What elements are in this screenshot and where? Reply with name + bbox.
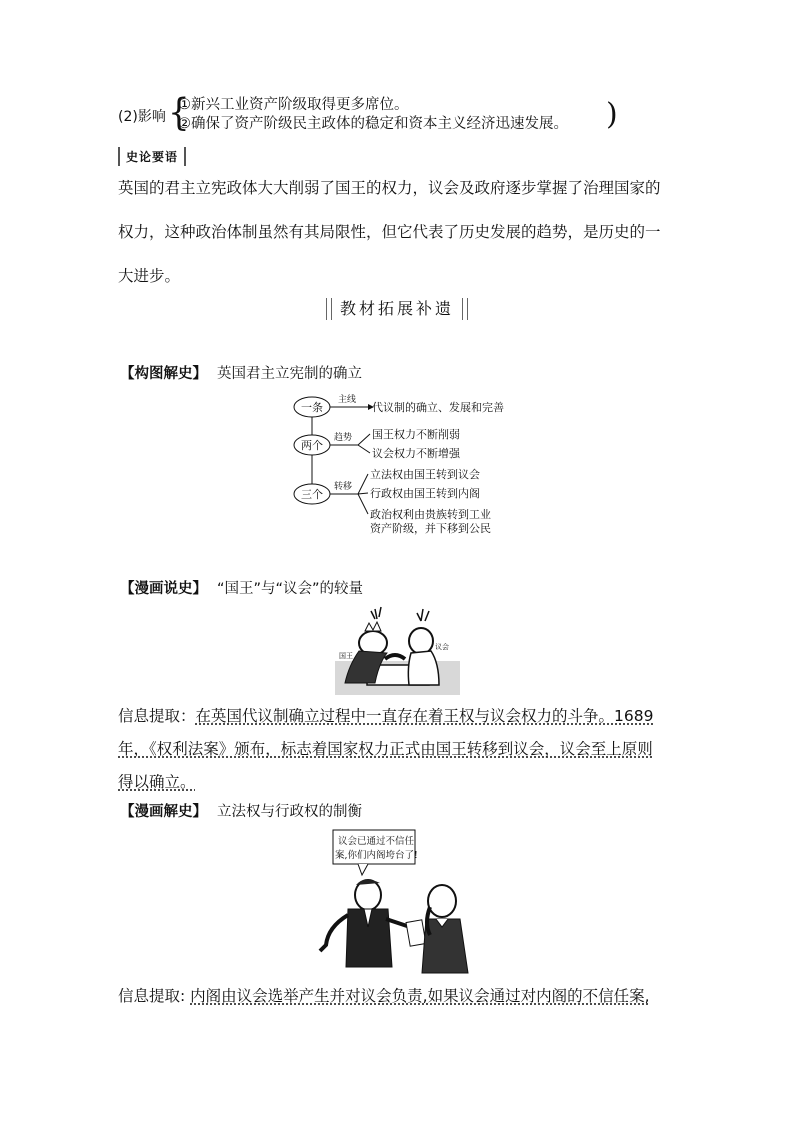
section-title: 教材拓展补遗 <box>332 298 462 320</box>
right-paren: ) <box>606 97 618 132</box>
cartoon-label-king: 国王 <box>339 652 353 660</box>
info-line-1: 在英国代议制确立过程中一直存在着王权与议会权力的斗争。1689 <box>195 707 654 725</box>
parliament-figure-head <box>409 628 433 654</box>
stress-marks-icon <box>371 607 381 619</box>
stress-marks-icon <box>417 609 429 621</box>
structure-diagram <box>292 392 522 537</box>
diagram-node-2-label: 两个 <box>301 439 323 452</box>
diagram-item-1: 代议制的确立、发展和完善 <box>372 401 504 414</box>
paragraph-line: 权力，这种政治体制虽然有其局限性，但它代表了历史发展的趋势，是历史的一 <box>118 223 661 241</box>
info-line <box>118 700 698 733</box>
influence-point-2 <box>178 115 568 133</box>
diagram-node-1-label: 一条 <box>301 401 323 414</box>
speech-bubble-tail <box>358 864 368 875</box>
document-icon <box>406 920 426 946</box>
manhua2-tag: 【漫画解史】 <box>120 804 207 820</box>
diagram-edge-2-label: 趋势 <box>334 433 353 443</box>
info-line-2: 年，《权利法案》颁布，标志着国家权力正式由国王转移到议会，议会至上原则 <box>118 740 653 758</box>
diagram-arrow <box>358 474 368 494</box>
manhua2-heading <box>120 800 362 821</box>
influence-label: (2)影响 <box>118 109 166 125</box>
parliament-figure-body <box>408 651 439 685</box>
arm-wrestle-arms <box>385 655 405 659</box>
diagram-node-3-label: 三个 <box>301 488 323 501</box>
historical-view-heading: 史论要语 <box>118 147 186 166</box>
goutu-tag: 【构图解史】 <box>120 366 207 382</box>
manhua1-info <box>118 700 698 799</box>
pointing-arm <box>320 915 348 951</box>
manhua2-title: 立法权与行政权的制衡 <box>217 804 362 820</box>
influence-point-1-text: ①新兴工业资产阶级取得更多席位。 <box>178 97 409 113</box>
diagram-item-4: 立法权由国王转到议会 <box>370 468 480 481</box>
speech-line-2: 案,你们内阁垮台了! <box>335 850 418 861</box>
manhua1-heading <box>120 577 363 598</box>
no-confidence-cartoon <box>318 827 478 977</box>
diagram-arrow <box>358 493 368 494</box>
diagram-item-2: 国王权力不断削弱 <box>372 428 460 441</box>
goutu-heading <box>120 362 362 383</box>
historical-view-paragraph <box>118 166 688 298</box>
king-parliament-cartoon <box>335 603 460 695</box>
diagram-edge-1-label: 主线 <box>338 395 357 405</box>
diagram-arrow <box>358 445 370 453</box>
manhua1-tag: 【漫画说史】 <box>120 581 207 597</box>
cabinet-member-head <box>428 885 456 917</box>
diagram-arrow <box>358 494 368 514</box>
influence-point-1 <box>178 96 409 114</box>
manhua2-info <box>118 980 718 1013</box>
info-label: 信息提取： <box>118 707 196 725</box>
diagram-arrow <box>358 434 370 445</box>
diagram-item-6a: 政治权利由贵族转到工业 <box>370 508 491 521</box>
crown-icon <box>365 622 381 631</box>
info-line-3: 得以确立。 <box>118 773 196 791</box>
diagram-item-5: 行政权由国王转到内阁 <box>370 487 480 500</box>
diagram-edge-3-label: 转移 <box>334 482 353 492</box>
diagram-item-3: 议会权力不断增强 <box>372 447 460 460</box>
paragraph-line: 英国的君主立宪政体大大削弱了国王的权力，议会及政府逐步掌握了治理国家的 <box>118 179 661 197</box>
manhua1-title: “国王”与“议会”的较量 <box>217 581 364 597</box>
info-label: 信息提取: <box>118 987 186 1005</box>
diagram-item-6b: 资产阶级，并下移到公民 <box>370 522 491 535</box>
speech-line-1: 议会已通过不信任 <box>338 836 415 847</box>
left-brace: { <box>168 91 190 135</box>
paragraph-line: 大进步。 <box>118 267 181 285</box>
goutu-title: 英国君主立宪制的确立 <box>217 366 362 382</box>
influence-point-2-text: ②确保了资产阶级民主政体的稳定和资本主义经济迅速发展。 <box>178 116 568 132</box>
manhua2-info-text: 内阁由议会选举产生并对议会负责,如果议会通过对内阁的不信任案, <box>190 987 650 1005</box>
cartoon-label-parliament: 议会 <box>435 643 449 651</box>
